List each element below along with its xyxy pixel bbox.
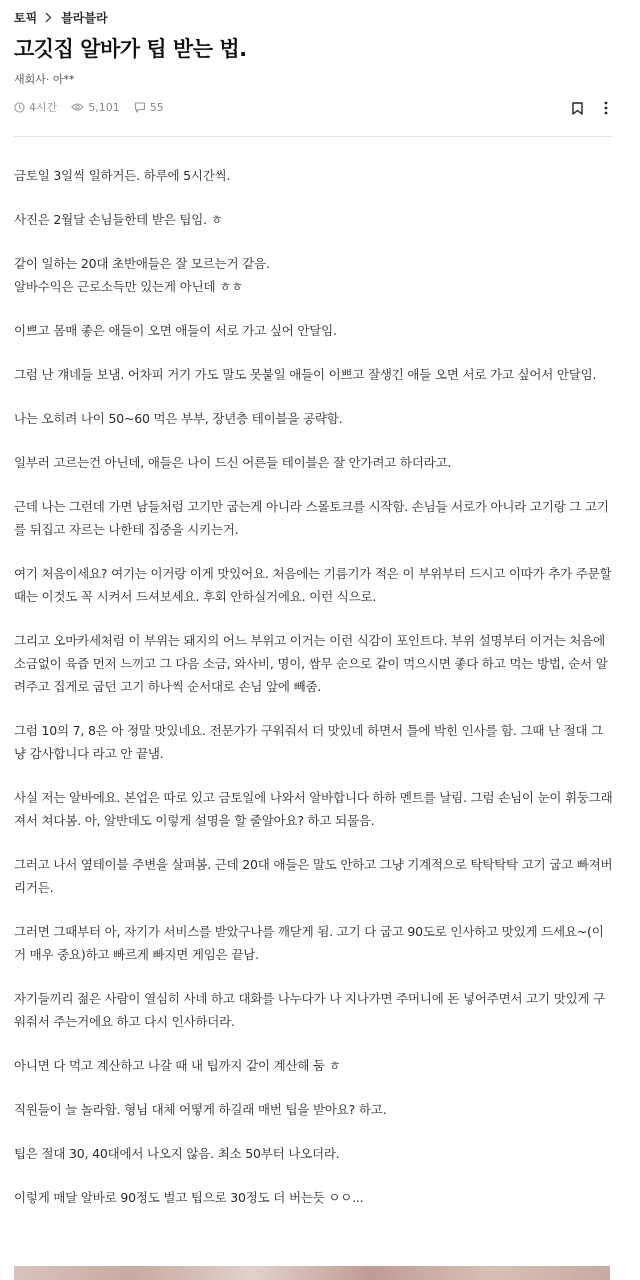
post-paragraph: 그럼 10의 7, 8은 아 정말 맛있네요. 전문가가 구워줘서 더 맛있네 하면서 틀에 박힌 인사를 함. 그때 난 절대 그냥 감사합니다 라고 안 끝냄. <box>14 723 604 761</box>
post-paragraph: 같이 일하는 20대 초반애들은 잘 모르는거 같음. 알바수익은 근로소득만 있는게 아닌데 ㅎㅎ <box>14 256 270 294</box>
post-title: 고깃집 알바가 팁 받는 법. <box>14 37 247 61</box>
post-comments[interactable] <box>134 101 164 114</box>
post-paragraph: 아니면 다 먹고 계산하고 나갈 때 내 팁까지 같이 계산해 둠 ㅎ <box>14 1058 341 1073</box>
post-meta <box>14 99 178 115</box>
post-paragraph: 이쁘고 몸매 좋은 애들이 오면 애들이 서로 가고 싶어 안달임. <box>14 323 337 338</box>
post-paragraph: 이렇게 매달 알바로 90정도 벌고 팁으로 30정도 더 버는듯 ㅇㅇ... <box>14 1190 364 1205</box>
bookmark-icon <box>572 102 583 115</box>
comment-icon <box>134 102 146 113</box>
post-paragraph: 자기들끼리 젊은 사람이 열심히 사네 하고 대화를 나누다가 나 지나가면 주머니에 돈 넣어주면서 고기 맛있게 구워줘서 주는거에요 하고 다시 인사하더라. <box>14 991 605 1029</box>
chevron-right-icon <box>45 12 52 23</box>
header-divider <box>14 136 612 137</box>
post-paragraph: 팁은 절대 30, 40대에서 나오지 않음. 최소 50부터 나오더라. <box>14 1146 340 1161</box>
post-author[interactable]: 새회사· 아** <box>14 73 75 86</box>
post-time <box>14 99 57 115</box>
post-time-text: 4시간 <box>29 101 58 114</box>
post-paragraph: 직원들이 늘 놀라함. 형님 대체 어떻게 하길래 매번 팁을 받아요? 하고. <box>14 1102 387 1117</box>
post-paragraph: 금토일 3일씩 일하거든. 하루에 5시간씩. <box>14 168 231 183</box>
post-paragraph: 사실 저는 알바에요. 본업은 따로 있고 금토일에 나와서 알바합니다 하하 멘트를 날림. 그럼 손님이 눈이 휘둥그래져서 쳐다봄. 아, 알반데도 이렇게 설명을 할 줄알아요? 하고 되물음. <box>14 790 613 828</box>
eye-icon <box>71 102 84 112</box>
post-comments-count: 55 <box>149 100 164 114</box>
breadcrumb <box>14 8 108 26</box>
more-vertical-icon <box>604 101 608 115</box>
clock-icon <box>14 102 25 113</box>
breadcrumb-category-link[interactable]: 블라블라 <box>61 10 108 25</box>
post-paragraph: 그러고 나서 옆테이블 주변을 살펴봄. 근데 20대 애들은 말도 안하고 그냥 기계적으로 탁탁탁탁 고기 굽고 빠져버리거든. <box>14 857 613 895</box>
post-paragraph: 나는 오히려 나이 50~60 먹은 부부, 장년층 테이블을 공략함. <box>14 411 343 426</box>
post-paragraph: 여기 처음이세요? 여기는 이거랑 이게 맛있어요. 처음에는 기름기가 적은 이 부위부터 드시고 이따가 추가 주문할때는 이것도 꼭 시켜서 드셔보세요. 후회 안하실거에요. 이런 식으로. <box>14 566 612 604</box>
breadcrumb-topic-link[interactable]: 토픽 <box>14 10 38 25</box>
post-paragraph: 그리고 오마카세처럼 이 부위는 돼지의 어느 부위고 이거는 이런 식감이 포인트다. 부위 설명부터 이거는 처음에 소금없이 육즙 먼저 느끼고 그 다음 소금, 와사비, 명이, 쌈무 순으로 같이 먹으시면 좋다 하고 먹는 방법, 순서 알려주고 집게로 굽던 고기 하나씩 순서대로 손님 앞에 빼줌. <box>14 633 608 694</box>
more-options-button[interactable] <box>597 98 615 118</box>
post-views-count: 5,101 <box>88 100 120 114</box>
post-paragraph: 근데 나는 그런데 가면 남들처럼 고기만 굽는게 아니라 스몰토크를 시작함. 손님들 서로가 아니라 고기랑 그 고기를 뒤집고 자르는 나한테 집중을 시키는거. <box>14 499 609 537</box>
post-paragraph: 사진은 2월달 손님들한테 받은 팁임. ㅎ <box>14 212 223 227</box>
post-paragraph: 그러면 그때부터 아, 자기가 서비스를 받았구나를 깨닫게 됨. 고기 다 굽고 90도로 인사하고 맛있게 드세요~(이거 매우 중요)하고 빠르게 빠지면 게임은 끝남. <box>14 924 604 962</box>
post-paragraph: 일부러 고르는건 아닌데, 애들은 나이 드신 어른들 테이블은 잘 안가려고 하더라고. <box>14 455 452 470</box>
post-body <box>14 164 614 1230</box>
post-paragraph: 그럼 난 걔네들 보냄. 어차피 거기 가도 말도 못붙일 애들이 이쁘고 잘생긴 애들 오면 서로 가고 싶어서 안달임. <box>14 367 597 382</box>
post-image[interactable] <box>14 1266 610 1280</box>
bookmark-button[interactable] <box>567 98 587 118</box>
post-views <box>71 101 120 114</box>
